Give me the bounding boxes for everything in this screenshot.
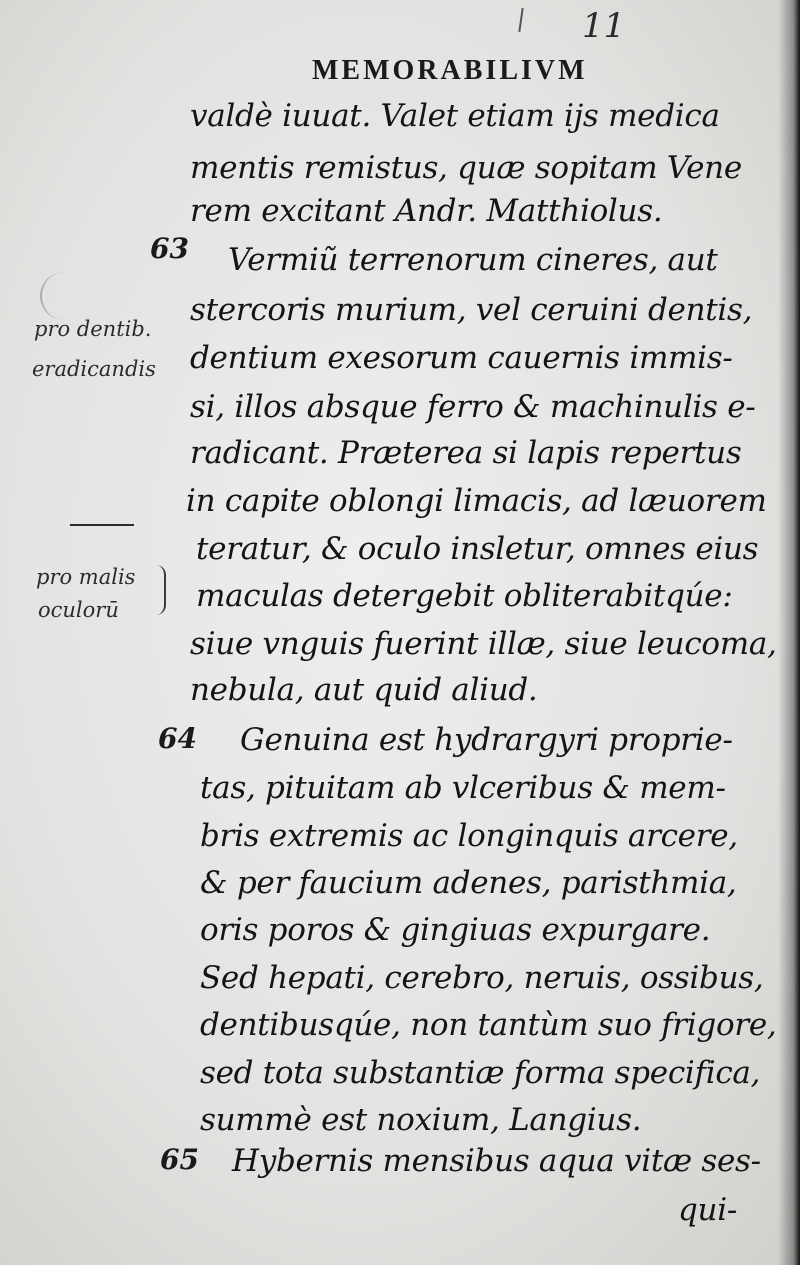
margin-note: eradicandis <box>32 357 156 381</box>
text-line: stercoris murium, vel ceruini dentis, <box>190 292 753 328</box>
margin-curve-mark <box>40 272 76 320</box>
text-line: nebula, aut quid aliud. <box>190 672 538 708</box>
text-line: valdè iuuat. Valet etiam ijs medica <box>190 98 720 134</box>
margin-brace <box>150 565 166 615</box>
text-line: si, illos absque ferro & machinulis e- <box>190 389 756 425</box>
pencil-tick-mark <box>518 8 523 32</box>
text-line: maculas detergebit obliterabitqúe: <box>196 578 733 614</box>
text-line: mentis remistus, quæ sopitam Vene <box>190 150 742 186</box>
text-line: Hybernis mensibus aqua vitæ ses- <box>232 1143 761 1179</box>
text-line: rem excitant Andr. Matthiolus. <box>190 193 663 229</box>
text-line: summè est noxium, Langius. <box>200 1102 642 1138</box>
text-line: in capite oblongi limacis, ad læuorem <box>186 483 767 519</box>
margin-rule <box>70 524 134 526</box>
margin-note: pro dentib. <box>34 317 152 341</box>
margin-note: pro malis <box>36 565 136 589</box>
text-line: tas, pituitam ab vlceribus & mem- <box>200 770 726 806</box>
page-edge-shadow <box>778 0 800 1265</box>
margin-note: oculorū <box>38 598 119 622</box>
text-line: oris poros & gingiuas expurgare. <box>200 912 711 948</box>
paragraph-number: 64 <box>158 722 197 755</box>
running-header: MEMORABILIVM <box>312 55 588 86</box>
text-line: dentium exesorum cauernis immis- <box>190 340 733 376</box>
text-line: radicant. Præterea si lapis repertus <box>190 435 742 471</box>
text-line: bris extremis ac longinquis arcere, <box>200 818 738 854</box>
paragraph-number: 63 <box>150 232 189 265</box>
text-line: & per faucium adenes, paristhmia, <box>200 865 737 901</box>
text-line: dentibusqúe, non tantùm suo frigore, <box>200 1007 777 1043</box>
text-line: Genuina est hydrargyri proprie- <box>240 722 733 758</box>
text-line: sed tota substantiæ forma specifica, <box>200 1055 761 1091</box>
text-line: qui- <box>678 1192 737 1228</box>
text-line: siue vnguis fuerint illæ, siue leucoma, <box>190 626 777 662</box>
text-line: Vermiũ terrenorum cineres, aut <box>228 242 718 278</box>
text-line: Sed hepati, cerebro, neruis, ossibus, <box>200 960 764 996</box>
folio-number: 11 <box>582 6 626 46</box>
text-line: teratur, & oculo insletur, omnes eius <box>196 531 759 567</box>
paragraph-number: 65 <box>160 1143 199 1176</box>
